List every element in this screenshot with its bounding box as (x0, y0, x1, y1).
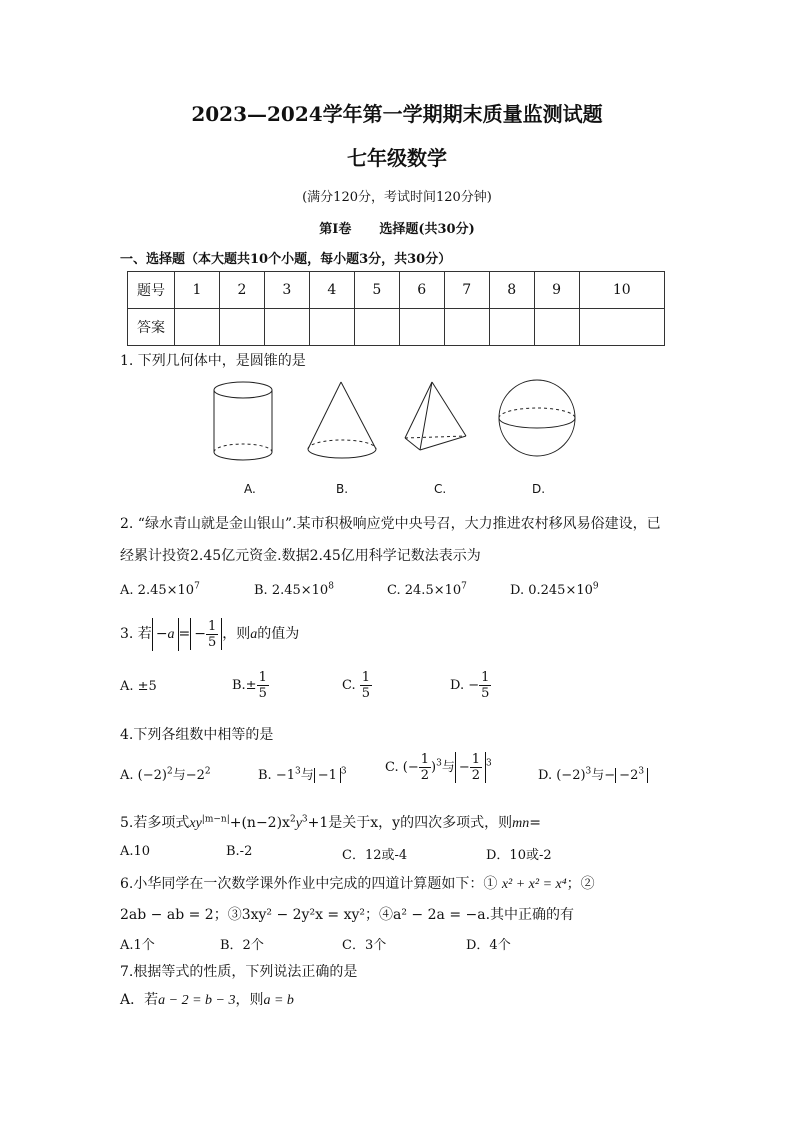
q6-option-c[interactable]: C．3个 (342, 938, 387, 953)
question-number: 3 (264, 272, 309, 309)
abs-fraction-expr: − $\frac{1}{5}$ (190, 618, 222, 650)
row-label: 答案 (128, 309, 175, 346)
q4-option-a[interactable]: A. $(-2)^2$与$-2^2$ (120, 766, 211, 783)
row-label: 题号 (128, 272, 175, 309)
q1-label-d: D. (532, 482, 546, 496)
q3-option-c[interactable]: C. $\frac{1}{5}$ (342, 670, 371, 701)
answer-cell[interactable] (399, 309, 444, 346)
table-row (128, 309, 665, 346)
q4-option-b[interactable]: B. $-1^3$与 −1 $^3$ (258, 766, 347, 783)
q1-label-a: A. (244, 482, 256, 496)
cylinder-icon (214, 382, 272, 460)
q2-option-d[interactable]: D. $0.245\times 10^9$ (510, 581, 599, 598)
q5-option-b[interactable]: B.-2 (226, 844, 253, 859)
volume-label: 第Ⅰ卷 (319, 222, 352, 237)
q4-option-c[interactable]: C. (− $\frac{1}{2}$ )$^3$与 − $\frac{1}{2}$ $^3$ (385, 752, 492, 783)
q7-option-a[interactable]: A．若a − 2 = b − 3，则a = b (120, 992, 294, 1008)
question-6-line2: 2ab − ab = 2；③3xy² − 2y²x = xy²；④a² − 2a = −a.其中正确的有 (120, 907, 575, 923)
answer-cell[interactable] (534, 309, 579, 346)
answer-cell[interactable] (489, 309, 534, 346)
abs-value-expr: −a (152, 618, 179, 651)
question-3-stem: 3. 若 −a = − $\frac{1}{5}$ ，则a的值为 (120, 618, 300, 650)
answer-cell[interactable] (354, 309, 399, 346)
question-number: 2 (219, 272, 264, 309)
table-row (128, 272, 665, 309)
question-number: 7 (444, 272, 489, 309)
question-5-stem: 5.若多项式$xy^{|m-n|}+(n-2)x^2y^3+1$是关于x，y的四次多项式，则mn= (120, 814, 541, 831)
answer-cell[interactable] (579, 309, 664, 346)
question-2-line2: 经累计投资2.45亿元资金.数据2.45亿用科学记数法表示为 (120, 548, 481, 564)
q5-option-c[interactable]: C．12或-4 (342, 848, 408, 863)
cone-icon (308, 382, 376, 458)
answer-cell[interactable] (219, 309, 264, 346)
question-4-stem: 4.下列各组数中相等的是 (120, 727, 274, 743)
question-2-line1: 2. “绿水青山就是金山银山”.某市积极响应党中央号召，大力推进农村移风易俗建设，已 (120, 516, 661, 532)
q5-option-a[interactable]: A.10 (120, 844, 151, 859)
volume-title: 选择题(共30分) (379, 222, 475, 237)
pyramid-icon (405, 382, 466, 450)
question-number: 1 (175, 272, 220, 309)
question-number: 5 (354, 272, 399, 309)
sphere-icon (499, 380, 575, 456)
q1-label-b: B. (336, 482, 349, 496)
answer-table (127, 271, 665, 346)
q2-option-b[interactable]: B. $2.45\times 10^8$ (254, 581, 334, 598)
question-number: 8 (489, 272, 534, 309)
answer-cell[interactable] (309, 309, 354, 346)
question-1-stem: 1. 下列几何体中，是圆锥的是 (120, 353, 306, 369)
q4-option-d[interactable]: D. $(-2)^3$与− $-2^3$ (538, 764, 648, 783)
q1-shapes (200, 378, 600, 470)
q6-option-b[interactable]: B．2个 (220, 938, 264, 953)
question-6-line1: 6.小华同学在一次数学课外作业中完成的四道计算题如下：① x² + x² = x⁴；② (120, 876, 595, 892)
q1-label-c: C. (434, 482, 447, 496)
q3-option-b[interactable]: B.± $\frac{1}{5}$ (232, 670, 267, 701)
q3-option-d[interactable]: D. − $\frac{1}{5}$ (450, 670, 490, 701)
q3-option-a[interactable]: A. ±5 (120, 679, 157, 694)
volume-heading (0, 218, 794, 237)
answer-cell[interactable] (175, 309, 220, 346)
q2-option-c[interactable]: C. $24.5\times 10^7$ (387, 581, 467, 598)
answer-cell[interactable] (444, 309, 489, 346)
q2-option-a[interactable]: A. $2.45\times 10^7$ (120, 581, 200, 598)
section-heading: 一、选择题（本大题共10个小题，每小题3分，共30分） (120, 252, 452, 267)
answer-cell[interactable] (264, 309, 309, 346)
q5-option-d[interactable]: D．10或-2 (486, 848, 552, 863)
question-7-stem: 7.根据等式的性质，下列说法正确的是 (120, 964, 358, 980)
question-number: 6 (399, 272, 444, 309)
q6-option-d[interactable]: D．4个 (466, 938, 511, 953)
exam-subtitle: 七年级数学 (347, 146, 447, 170)
question-number: 10 (579, 272, 664, 309)
exam-note: (满分120分，考试时间120分钟) (302, 190, 492, 205)
exam-title: 2023—2024学年第一学期期末质量监测试题 (191, 102, 603, 126)
question-number: 9 (534, 272, 579, 309)
q6-option-a[interactable]: A.1个 (120, 938, 155, 953)
question-number: 4 (309, 272, 354, 309)
